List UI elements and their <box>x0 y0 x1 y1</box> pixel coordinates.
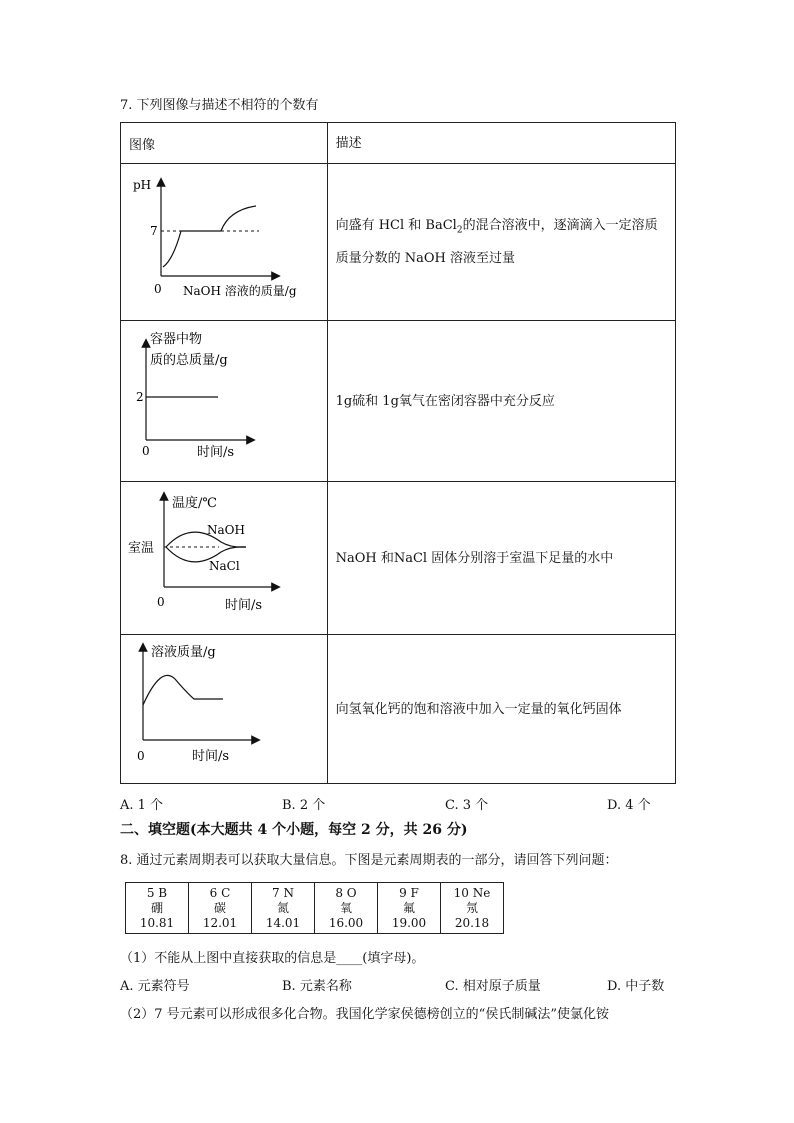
table-row <box>121 321 676 482</box>
y-label: pH <box>133 178 152 192</box>
y-tick: 7 <box>150 224 158 238</box>
origin-label: 0 <box>157 595 165 609</box>
element-cell: 7 N 氮 14.01 <box>252 883 315 934</box>
question-8-stem: 8. 通过元素周期表可以获取大量信息。下图是元素周期表的一部分，请回答下列问题： <box>120 853 618 868</box>
periodic-table-fragment <box>125 882 504 934</box>
row-4-description: 向氢氧化钙的饱和溶液中加入一定量的氧化钙固体 <box>327 635 675 784</box>
question-8-sub-1: （1）不能从上图中直接获取的信息是____(填字母)。 <box>120 951 425 966</box>
x-label: 时间/s <box>192 749 230 764</box>
y-tick: 室温 <box>128 541 155 556</box>
x-label: 时间/s <box>225 598 263 613</box>
y-label-line-2: 质的总质量/g <box>150 353 228 368</box>
element-cell: 5 B 硼 10.81 <box>126 883 189 934</box>
option-b: B. 2 个 <box>282 798 326 813</box>
element-cell: 10 Ne 氖 20.18 <box>441 883 504 934</box>
question-8-sub-2: （2）7 号元素可以形成很多化合物。我国化学家侯德榜创立的“侯氏制碱法”使氯化铵 <box>120 1007 609 1022</box>
ph-curve <box>163 206 256 267</box>
question-7-table <box>120 122 676 784</box>
element-cell: 9 F 氟 19.00 <box>378 883 441 934</box>
y-label: 溶液质量/g <box>151 645 216 660</box>
sub1-option-d: D. 中子数 <box>607 979 665 994</box>
table-row <box>121 482 676 635</box>
table-header-row <box>121 123 676 164</box>
header-image: 图像 <box>121 123 328 164</box>
row-2-description: 1g硫和 1g氧气在密闭容器中充分反应 <box>327 321 675 482</box>
section-2-title: 二、填空题(本大题共 4 个小题，每空 2 分，共 26 分) <box>120 822 468 838</box>
option-c: C. 3 个 <box>445 798 489 813</box>
sub1-option-b: B. 元素名称 <box>282 979 352 994</box>
option-a: A. 1 个 <box>120 798 164 813</box>
ph-graph <box>121 164 319 316</box>
solution-mass-graph <box>121 635 319 779</box>
origin-label: 0 <box>137 749 145 763</box>
y-tick: 2 <box>136 390 144 404</box>
x-label: NaOH 溶液的质量/g <box>183 284 297 298</box>
origin-label: 0 <box>154 282 162 296</box>
nacl-label: NaCl <box>209 559 240 573</box>
table-row <box>121 635 676 784</box>
y-label: 温度/℃ <box>172 496 217 511</box>
origin-label: 0 <box>142 444 150 458</box>
table-row <box>121 164 676 321</box>
naoh-label: NaOH <box>207 523 245 537</box>
sub1-option-c: C. 相对原子质量 <box>445 979 541 994</box>
total-mass-graph <box>121 321 319 477</box>
sub1-option-a: A. 元素符号 <box>120 979 190 994</box>
option-d: D. 4 个 <box>607 798 651 813</box>
solution-mass-curve <box>143 675 223 705</box>
y-label-line-1: 容器中物 <box>150 332 203 347</box>
element-cell: 6 C 碳 12.01 <box>189 883 252 934</box>
row-3-description: NaOH 和NaCl 固体分别溶于室温下足量的水中 <box>327 482 675 635</box>
element-cell: 8 O 氧 16.00 <box>315 883 378 934</box>
x-label: 时间/s <box>197 445 235 460</box>
header-description: 描述 <box>327 123 675 164</box>
row-1-description: 向盛有 HCl 和 BaCl$_2$的混合溶液中，逐滴滴入一定溶质 质量分数的 NaOH 溶液至过量 <box>335 218 658 266</box>
temperature-graph <box>121 482 319 630</box>
question-7-stem: 7. 下列图像与描述不相符的个数有 <box>120 98 319 113</box>
